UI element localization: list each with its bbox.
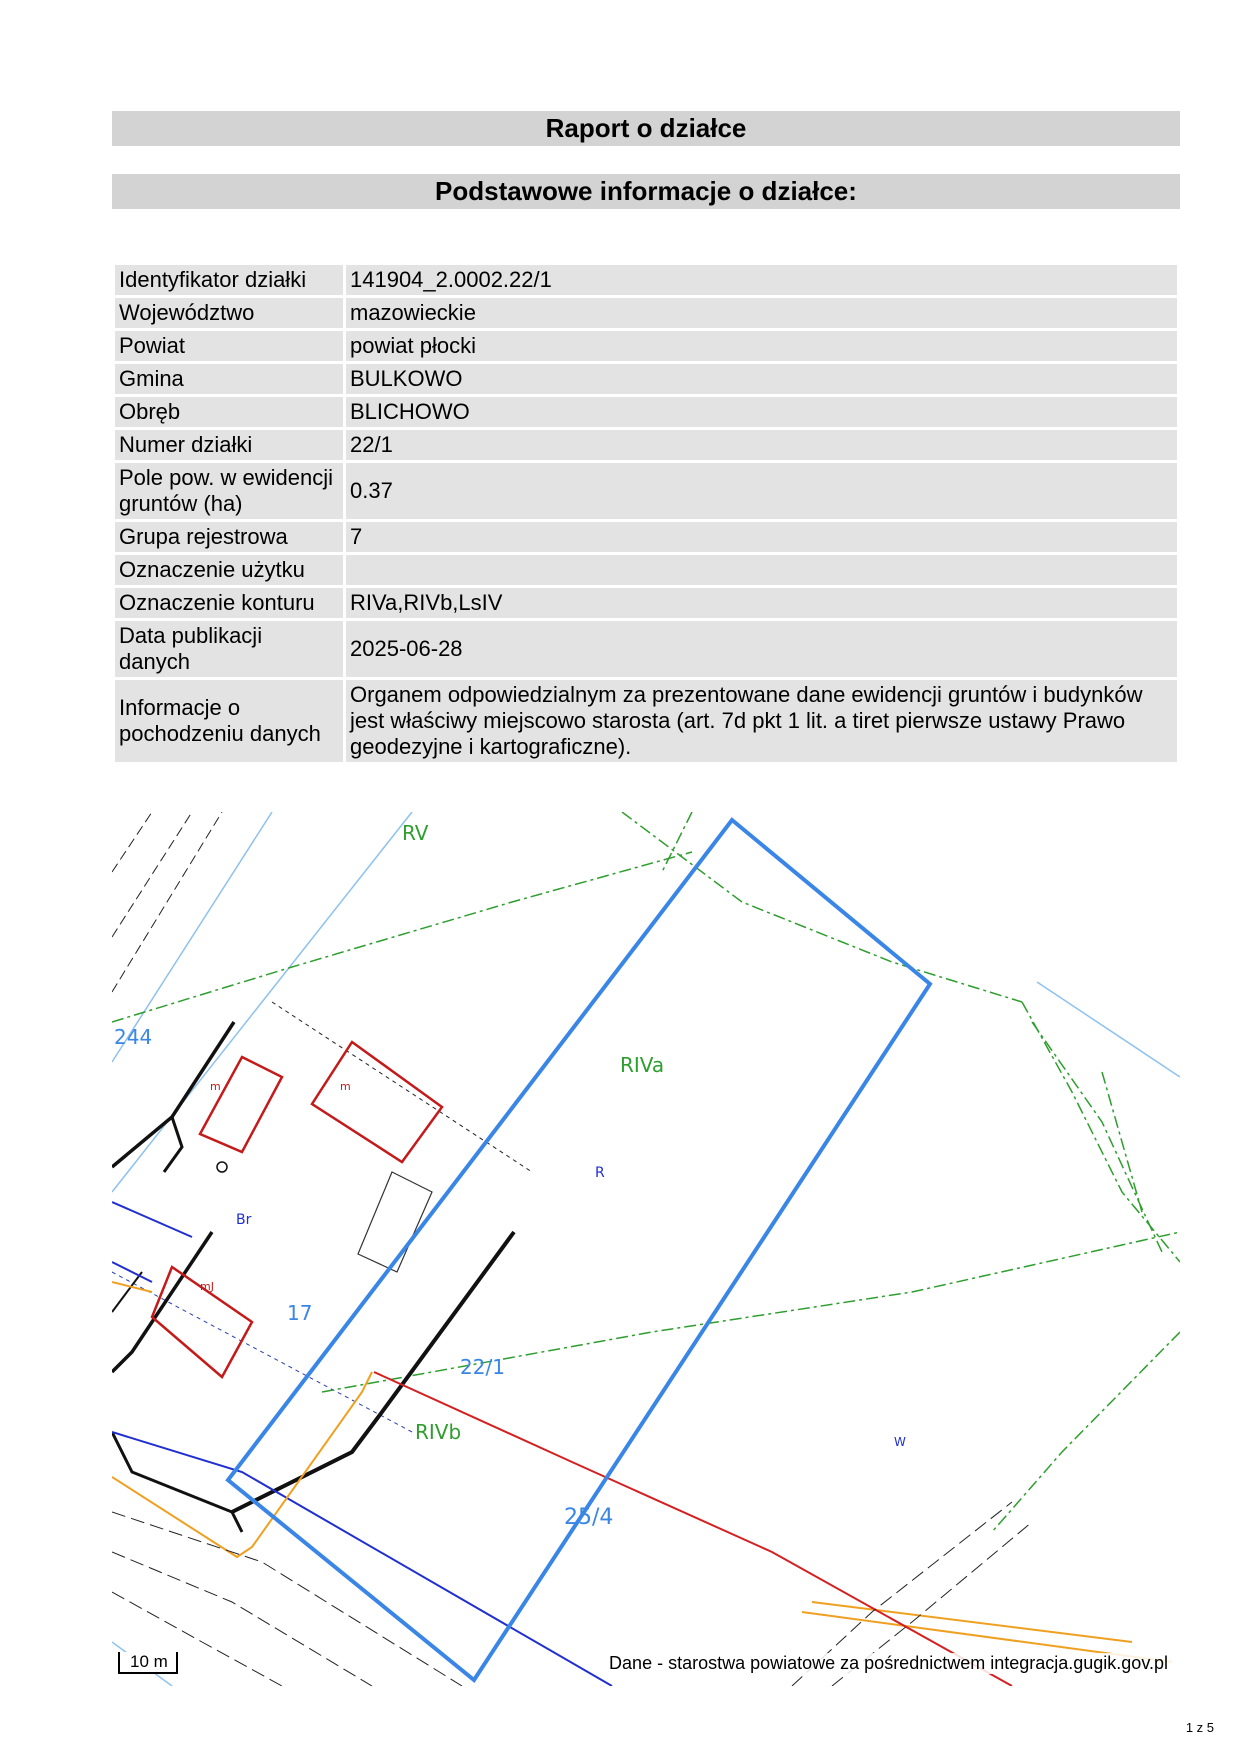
boundary-line [112, 812, 412, 1192]
dashed-line [112, 812, 192, 937]
green-contour [992, 1332, 1180, 1532]
table-row [115, 588, 1177, 618]
dotted-line [272, 1002, 532, 1172]
table-row [115, 621, 1177, 677]
row-label: Grupa rejestrowa [115, 522, 343, 552]
boundary-line [1037, 982, 1180, 1077]
building-outline [112, 1432, 242, 1532]
green-contour [662, 812, 692, 872]
label-parcel-244: 244 [114, 1025, 153, 1049]
row-label: Numer działki [115, 430, 343, 460]
row-value: 22/1 [346, 430, 1177, 460]
parcel-map[interactable] [112, 812, 1180, 1686]
building-outline [112, 1232, 212, 1372]
label-building-m3: mJ [200, 1280, 214, 1293]
row-value: 2025-06-28 [346, 621, 1177, 677]
structure-outline [358, 1172, 432, 1272]
label-riva: RIVa [620, 1053, 665, 1077]
row-value: BLICHOWO [346, 397, 1177, 427]
row-label: Obręb [115, 397, 343, 427]
parcel-boundary [228, 820, 930, 1680]
row-label: Data publikacji danych [115, 621, 343, 677]
blue-boundary [112, 1202, 192, 1237]
map-scale-bar: 10 m [118, 1652, 178, 1674]
orange-line [112, 1282, 152, 1292]
row-value [346, 555, 1177, 585]
table-row [115, 680, 1177, 762]
row-value: 141904_2.0002.22/1 [346, 265, 1177, 295]
row-value: Organem odpowiedzialnym za prezentowane dane ewidencji gruntów i budynków jest właściwy miejscowo starosta (art. 7d pkt 1 lit. a tiret pierwsze ustawy Prawo geodezyjne i kartograficzne). [346, 680, 1177, 762]
row-value: 7 [346, 522, 1177, 552]
table-row [115, 265, 1177, 295]
row-value: powiat płocki [346, 331, 1177, 361]
section-title: Podstawowe informacje o działce: [112, 174, 1180, 209]
label-parcel-17: 17 [287, 1301, 313, 1325]
table-row [115, 298, 1177, 328]
report-title: Raport o działce [112, 111, 1180, 146]
table-row [115, 397, 1177, 427]
green-contour [622, 812, 1022, 1002]
label-parcel-22-1: 22/1 [460, 1355, 505, 1379]
table-row [115, 555, 1177, 585]
building-m1 [200, 1057, 282, 1152]
table-row [115, 364, 1177, 394]
row-value: BULKOWO [346, 364, 1177, 394]
row-label: Gmina [115, 364, 343, 394]
label-building-m2: m [340, 1080, 351, 1093]
building-m2 [312, 1042, 442, 1162]
label-rv: RV [402, 821, 429, 845]
survey-point [217, 1162, 227, 1172]
red-utility-line [374, 1372, 1012, 1686]
building-outline [112, 1272, 142, 1312]
table-row [115, 331, 1177, 361]
row-label: Oznaczenie użytku [115, 555, 343, 585]
label-rivb: RIVb [415, 1420, 462, 1444]
dashed-line [112, 812, 152, 872]
building-outline [164, 1117, 182, 1172]
label-building-m1: m [210, 1080, 221, 1093]
table-row [115, 463, 1177, 519]
dashed-line [112, 812, 222, 992]
parcel-info-table [112, 262, 1180, 765]
row-label: Oznaczenie konturu [115, 588, 343, 618]
label-r: R [595, 1165, 605, 1181]
label-parcel-25-4: 25/4 [564, 1505, 614, 1530]
row-label: Powiat [115, 331, 343, 361]
row-label: Identyfikator działki [115, 265, 343, 295]
map-attribution: Dane - starostwa powiatowe za pośrednictwem integracja.gugik.gov.pl [605, 1653, 1172, 1674]
green-contour [112, 852, 692, 1022]
page-number: 1 z 5 [1185, 1720, 1214, 1735]
blue-boundary [112, 1432, 612, 1686]
row-value: mazowieckie [346, 298, 1177, 328]
row-value: 0.37 [346, 463, 1177, 519]
row-label: Pole pow. w ewidencji gruntów (ha) [115, 463, 343, 519]
row-label: Województwo [115, 298, 343, 328]
map-drawing [112, 812, 1180, 1686]
table-row [115, 430, 1177, 460]
label-br: Br [236, 1212, 252, 1228]
orange-line [812, 1602, 1132, 1642]
blue-boundary [112, 1262, 152, 1282]
row-label: Informacje o pochodzeniu danych [115, 680, 343, 762]
label-w: W [894, 1435, 906, 1449]
table-row [115, 522, 1177, 552]
row-value: RIVa,RIVb,LsIV [346, 588, 1177, 618]
